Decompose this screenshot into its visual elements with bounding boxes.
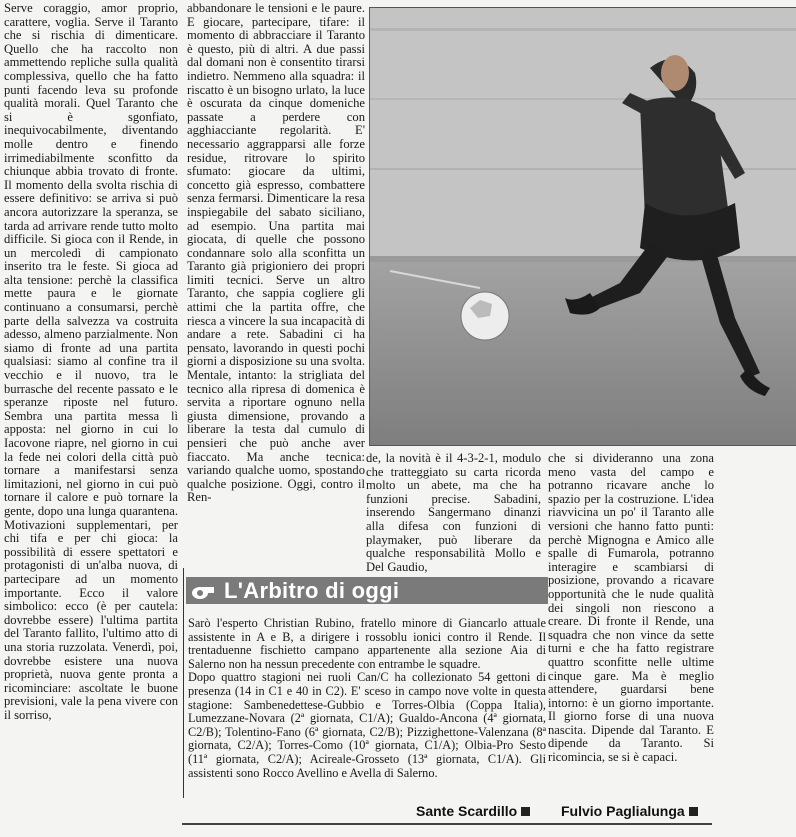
arbitro-paragraph-1: Sarò l'esperto Christian Rubino, fratello minore di Giancarlo attuale assistente in A e B, a dirigere i rossoblu ionici contro il Rende. Il trentaduenne fischietto campano appartenente alla sezione Aia di Salerno non ha nessun precedente con entrambe le squadre. xyxy=(188,616,546,671)
column-1-text: Serve coraggio, amor proprio, carattere, voglia. Serve il Taranto che si rischia di dimenticare. Quello che ha raccolto non ammettendo repliche sulla qualità complessiva, quello che ha fatto punti facendo leva su profonde qualità morali. Quel Taranto che si è sgonfiato, inequivocabilmente, diventando molle dentro e finendo irrimediabilmente sconfitto da chiunque abbia trovato di fronte. Il momento della svolta rischia di essere definitivo: se arriva si può ancora autorizzare la speranza, se tarda ad arrivare rende tutto molto difficile. Si gioca con il Rende, in un mercoledì di campionato inserito tra le feste. Si gioca ad alta tensione: perchè la classifica mette paura e le giornate continuano a consumarsi, perchè parte della salvezza va costruita adesso, almeno parzialmente. Non siamo di fronte ad una partita qualsiasi: siamo al confine tra il vecchio e il nuovo, tra le burrasche del recente passato e le speranze riposte nel futuro. Sembra una partita messa lì apposta: nel giorno in cui lo Iacovone riapre, nel giorno in cui la fede nei colori della città può tornare a manifestarsi senza limitazioni, nel giorno in cui può tornare il calore e può tornare la gente, dopo una lunga quarantena. Motivazioni supplementari, per chi tifa e per chi gioca: la possibilità di essere spettatori e protagonisti di un'alba nuova, di partecipare ad un momento importante. Ecco il valore simbolico: ecco (è per cautela: dovrebbe essere) l'ultima partita del Taranto fallito, l'ultimo atto di una storia ruzzolata. Venerdì, poi, dovrebbe esistere una nuova proprietà, nuova gente pronta a ricominciare: ascoltate le buone previsioni, vale la pena vivere con il sorriso, xyxy=(4,1,178,722)
football-player-photo xyxy=(369,7,796,446)
arbitro-paragraph-2: Dopo quattro stagioni nei ruoli Can/C ha collezionato 54 gettoni di presenza (14 in C1 e 40 in C2). E' sceso in campo nove volte in questa stagione: Sambenedettese-Gubbio e Torres-Olbia (Coppa Italia), Lumezzane-Novara (2ª giornata, C1/A); Gualdo-Ancona (4ª giornata, C2/B); Tolentino-Fano (6ª giornata, C2/B); Pizzighettone-Valenzana (8ª giornata, C2/A); Torres-Como (10ª giornata, C1/A); Olbia-Pro Sesto (11ª giornata, C2/A); Acireale-Grosseto (13ª giornata, C1/A). Gli assistenti sono Rocco Avellino e Avella di Salerno. xyxy=(188,670,546,780)
column-4-text: che si divideranno una zona meno vasta del campo e potranno ricavare anche lo spazio per la costruzione. L'idea riavvicina un po' il Taranto alle versioni che hanno fatto punti: perchè Mignogna e Amico alle spalle di Fumarola, potranno interagire e scambiarsi di posizione, provando a ricavare opportunità che le nude qualità dei singoli non riescono a creare. Di fronte il Rende, una squadra che non vince da sette turni e che ha fatto registrare quattro sconfitte nelle ultime cinque gare. Ma è meglio attendere, guardarsi bene intorno: è un giorno importante. Il giorno forse di una nuova nascita. Dipende dal Taranto. E dipende da Taranto. Si ricomincia, se si è capaci. xyxy=(548,451,714,765)
arbitro-title: L'Arbitro di oggi xyxy=(224,577,400,603)
column-3-text: de, la novità è il 4-3-2-1, modulo che tratteggiato su carta ricorda molto un abete, ma che ha funzioni precise. Sabadini, inserendo Sangermano dinanzi alla difesa con funzioni di playmaker, può liberare da qualche responsabilità Mollo e Del Gaudio, xyxy=(366,451,541,574)
article-column-3 xyxy=(366,452,541,574)
author-name-1: Sante Scardillo xyxy=(416,803,518,819)
square-bullet-icon xyxy=(521,807,530,816)
arbitro-banner xyxy=(186,577,548,604)
square-bullet-icon xyxy=(689,807,698,816)
column-2-text: abbandonare le tensioni e le paure. E giocare, partecipare, tifare: il momento di abbracciare il Taranto è questo, più di altri. A due passi dal domani non è consentito tirarsi indietro. Nemmeno alla squadra: il riscatto è un bisogno urlato, la luce è oscurata da cinque domeniche passate a perdere con agghiacciante regolarità. E' necessario aggrapparsi alle forze residue, ritrovare lo spirito sfumato: giocare da ultimi, concetto già espresso, combattere senza fermarsi. Dimenticare la resa inspiegabile del sabato siciliano, ad esempio. Una partita mai giocata, di quelle che possono condannare solo alla sconfitta un Taranto già prigioniero dei propri limiti tecnici. Serve un altro Taranto, che sappia cogliere gli attimi che la partita offre, che riesca a vincere la sua incapacità di andare a rete. Sabadini ci ha pensato, lavorando in questi pochi giorni a disposizione su una svolta. Mentale, intanto: la strigliata del tecnico alla ripresa di domenica è servita a riportare ognuno nella giusta dimensione, provando a liberare la testa dal cumulo di pensieri che può anche aver fiaccato. Ma anche tecnica: variando qualche uomo, spostando qualche posizione. Oggi, contro il Ren- xyxy=(187,1,365,505)
article-column-4 xyxy=(548,452,714,765)
box-divider xyxy=(183,568,184,798)
player-illustration xyxy=(370,8,796,445)
byline-1 xyxy=(416,803,530,819)
bottom-rule xyxy=(182,823,712,825)
arbitro-text xyxy=(188,617,546,780)
article-column-2 xyxy=(187,2,365,505)
byline-2 xyxy=(561,803,698,819)
whistle-icon xyxy=(190,580,216,602)
author-name-2: Fulvio Paglialunga xyxy=(561,803,685,819)
article-column-1 xyxy=(4,2,178,722)
